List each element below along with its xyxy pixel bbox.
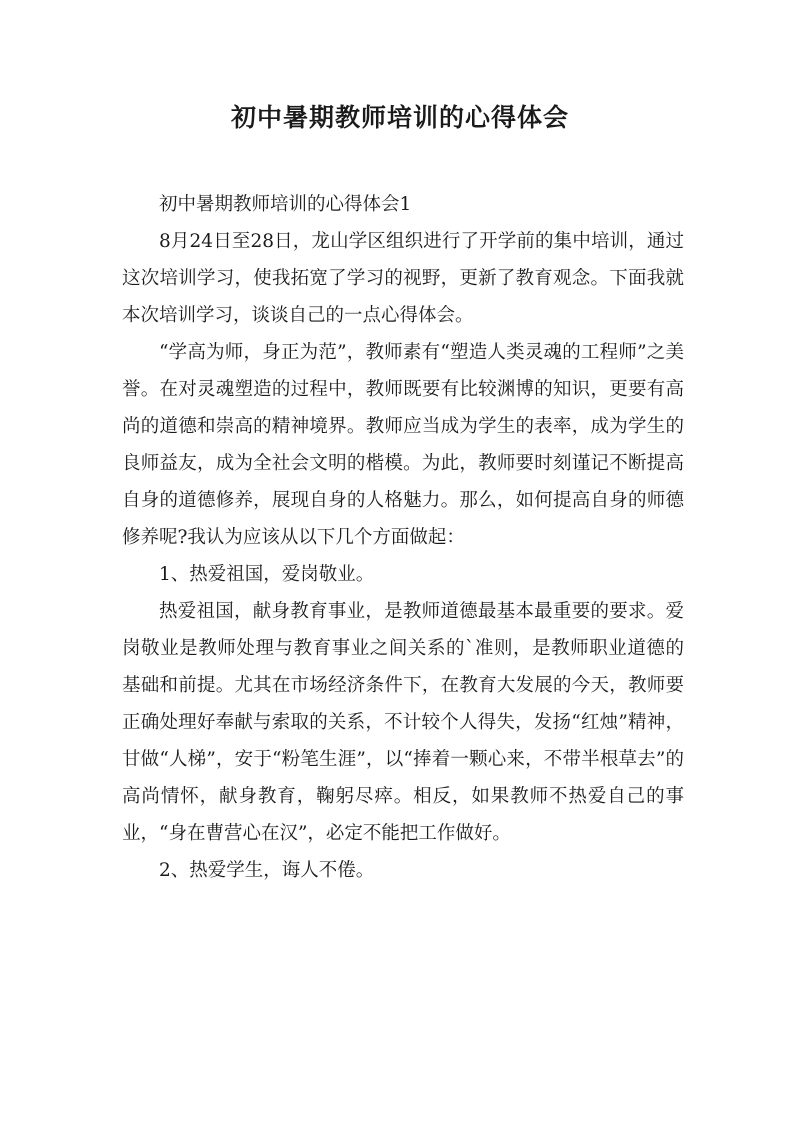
point-heading: 1、热爱祖国，爱岗敬业。 bbox=[159, 564, 375, 585]
paragraph: 热爱祖国，献身教育事业，是教师道德最基本最重要的要求。爱岗敬业是教师处理与教育事业之间关系的`准则，是教师职业道德的基础和前提。尤其在市场经济条件下，在教育大发展的今天，教师要正确处理好奉献与索取的关系，不计较个人得失，发扬“红烛”精神，甘做“人梯”，安于“粉笔生涯”，以“捧着一颗心来，不带半根草去”的高尚情怀，献身教育，鞠躬尽瘁。相反，如果教师不热爱自己的事业，“身在曹营心在汉”，必定不能把工作做好。 bbox=[122, 601, 684, 844]
document-body bbox=[122, 186, 684, 889]
paragraph: “学高为师，身正为范”，教师素有“塑造人类灵魂的工程师”之美誉。在对灵魂塑造的过程中，教师既要有比较渊博的知识，更要有高尚的道德和崇高的精神境界。教师应当成为学生的表率，成为学生的良师益友，成为全社会文明的楷模。为此，教师要时刻谨记不断提高自身的道德修养，展现自身的人格魅力。那么，如何提高自身的师德修养呢?我认为应该从以下几个方面做起： bbox=[122, 342, 684, 548]
point-heading: 2、热爱学生，诲人不倦。 bbox=[159, 860, 375, 881]
document-title: 初中暑期教师培训的心得体会 bbox=[230, 103, 569, 132]
paragraph: 8月24日至28日，龙山学区组织进行了开学前的集中培训，通过这次培训学习，使我拓宽了学习的视野，更新了教育观念。下面我就本次培训学习，谈谈自己的一点心得体会。 bbox=[122, 231, 684, 326]
section-heading: 初中暑期教师培训的心得体会1 bbox=[159, 194, 412, 215]
